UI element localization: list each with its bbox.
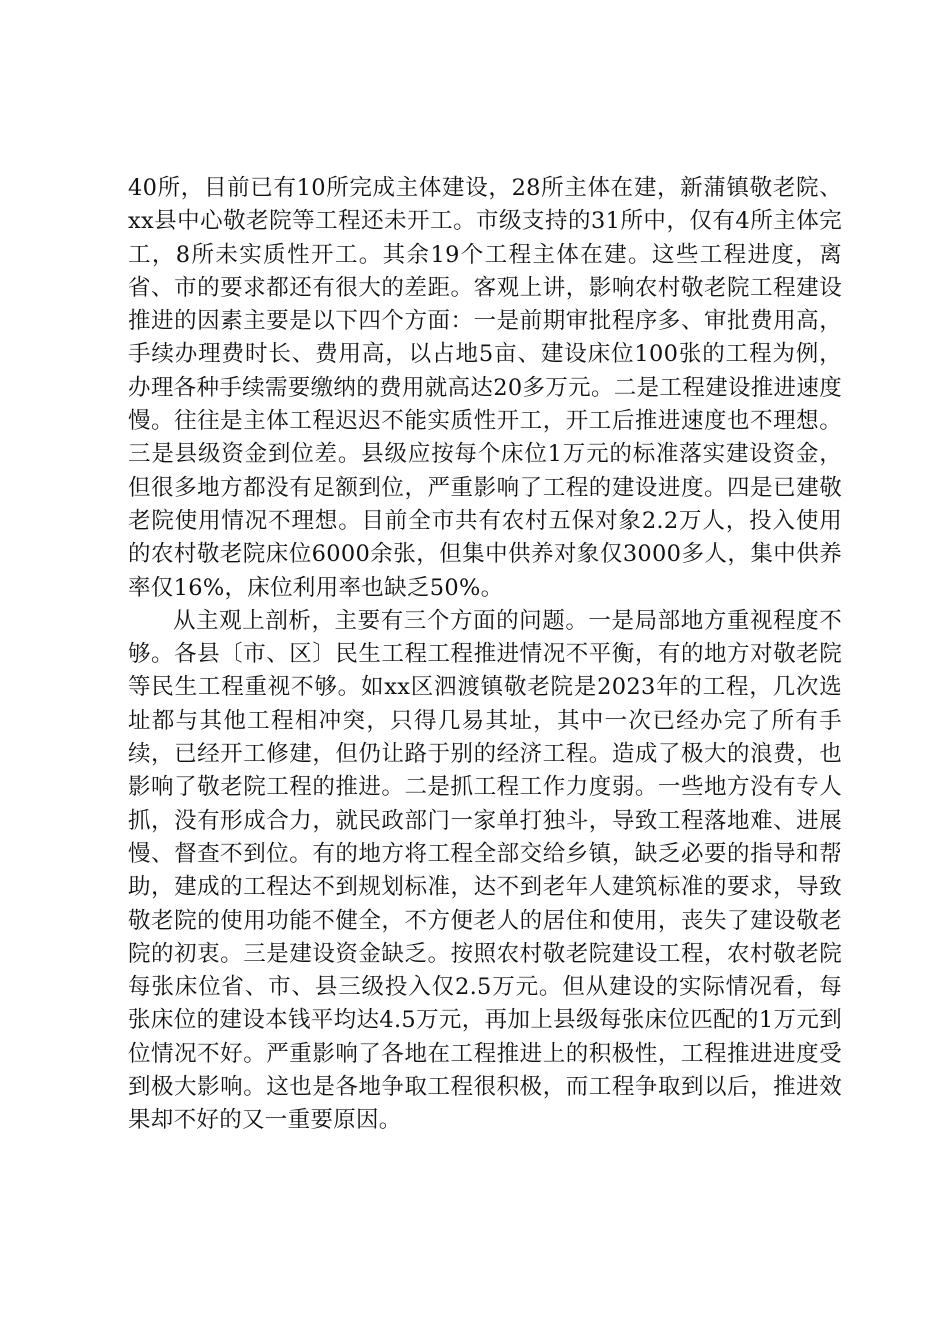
paragraph-continuation: 40所，目前已有10所完成主体建设，28所主体在建，新蒲镇敬老院、xx县中心敬老院等工程还未开工。市级支持的31所中，仅有4所主体完工，8所未实质性开工。其余19个工程主体在建。这些工程进度，离省、市的要求都还有很大的差距。客观上讲，影响农村敬老院工程建设推进的因素主要是以下四个方面：一是前期审批程序多、审批费用高，手续办理费时长、费用高，以占地5亩、建设床位100张的工程为例，办理各种手续需要缴纳的费用就高达20多万元。二是工程建设推进速度慢。往往是主体工程迟迟不能实质性开工，开工后推进速度也不理想。三是县级资金到位差。县级应按每个床位1万元的标准落实建设资金，但很多地方都没有足额到位，严重影响了工程的建设进度。四是已建敬老院使用情况不理想。目前全市共有农村五保对象2.2万人，投入使用的农村敬老院床位6000余张，但集中供养对象仅3000多人，集中供养率仅16%，床位利用率也缺乏50%。 [128, 175, 842, 601]
paragraph-subjective-analysis: 从主观上剖析，主要有三个方面的问题。一是局部地方重视程度不够。各县〔市、区〕民生工程工程推进情况不平衡，有的地方对敬老院等民生工程重视不够。如xx区泗渡镇敬老院是2023年的工程，几次选址都与其他工程相冲突，只得几易其址，其中一次已经办完了所有手续，已经开工修建，但仍让路于别的经济工程。造成了极大的浪费，也影响了敬老院工程的推进。二是抓工程工作力度弱。一些地方没有专人抓，没有形成合力，就民政部门一家单打独斗，导致工程落地难、进展慢、督查不到位。有的地方将工程全部交给乡镇，缺乏必要的指导和帮助，建成的工程达不到规划标准，达不到老年人建筑标准的要求，导致敬老院的使用功能不健全，不方便老人的居住和使用，丧失了建设敬老院的初衷。三是建设资金缺乏。按照农村敬老院建设工程，农村敬老院每张床位省、市、县三级投入仅2.5万元。但从建设的实际情况看，每张床位的建设本钱平均达4.5万元，再加上县级每张床位匹配的1万元到位情况不好。严重影响了各地在工程推进上的积极性，工程推进进度受到极大影响。这也是各地争取工程很积极，而工程争取到以后，推进效果却不好的又一重要原因。 [128, 607, 842, 1134]
body-text [128, 172, 842, 1138]
